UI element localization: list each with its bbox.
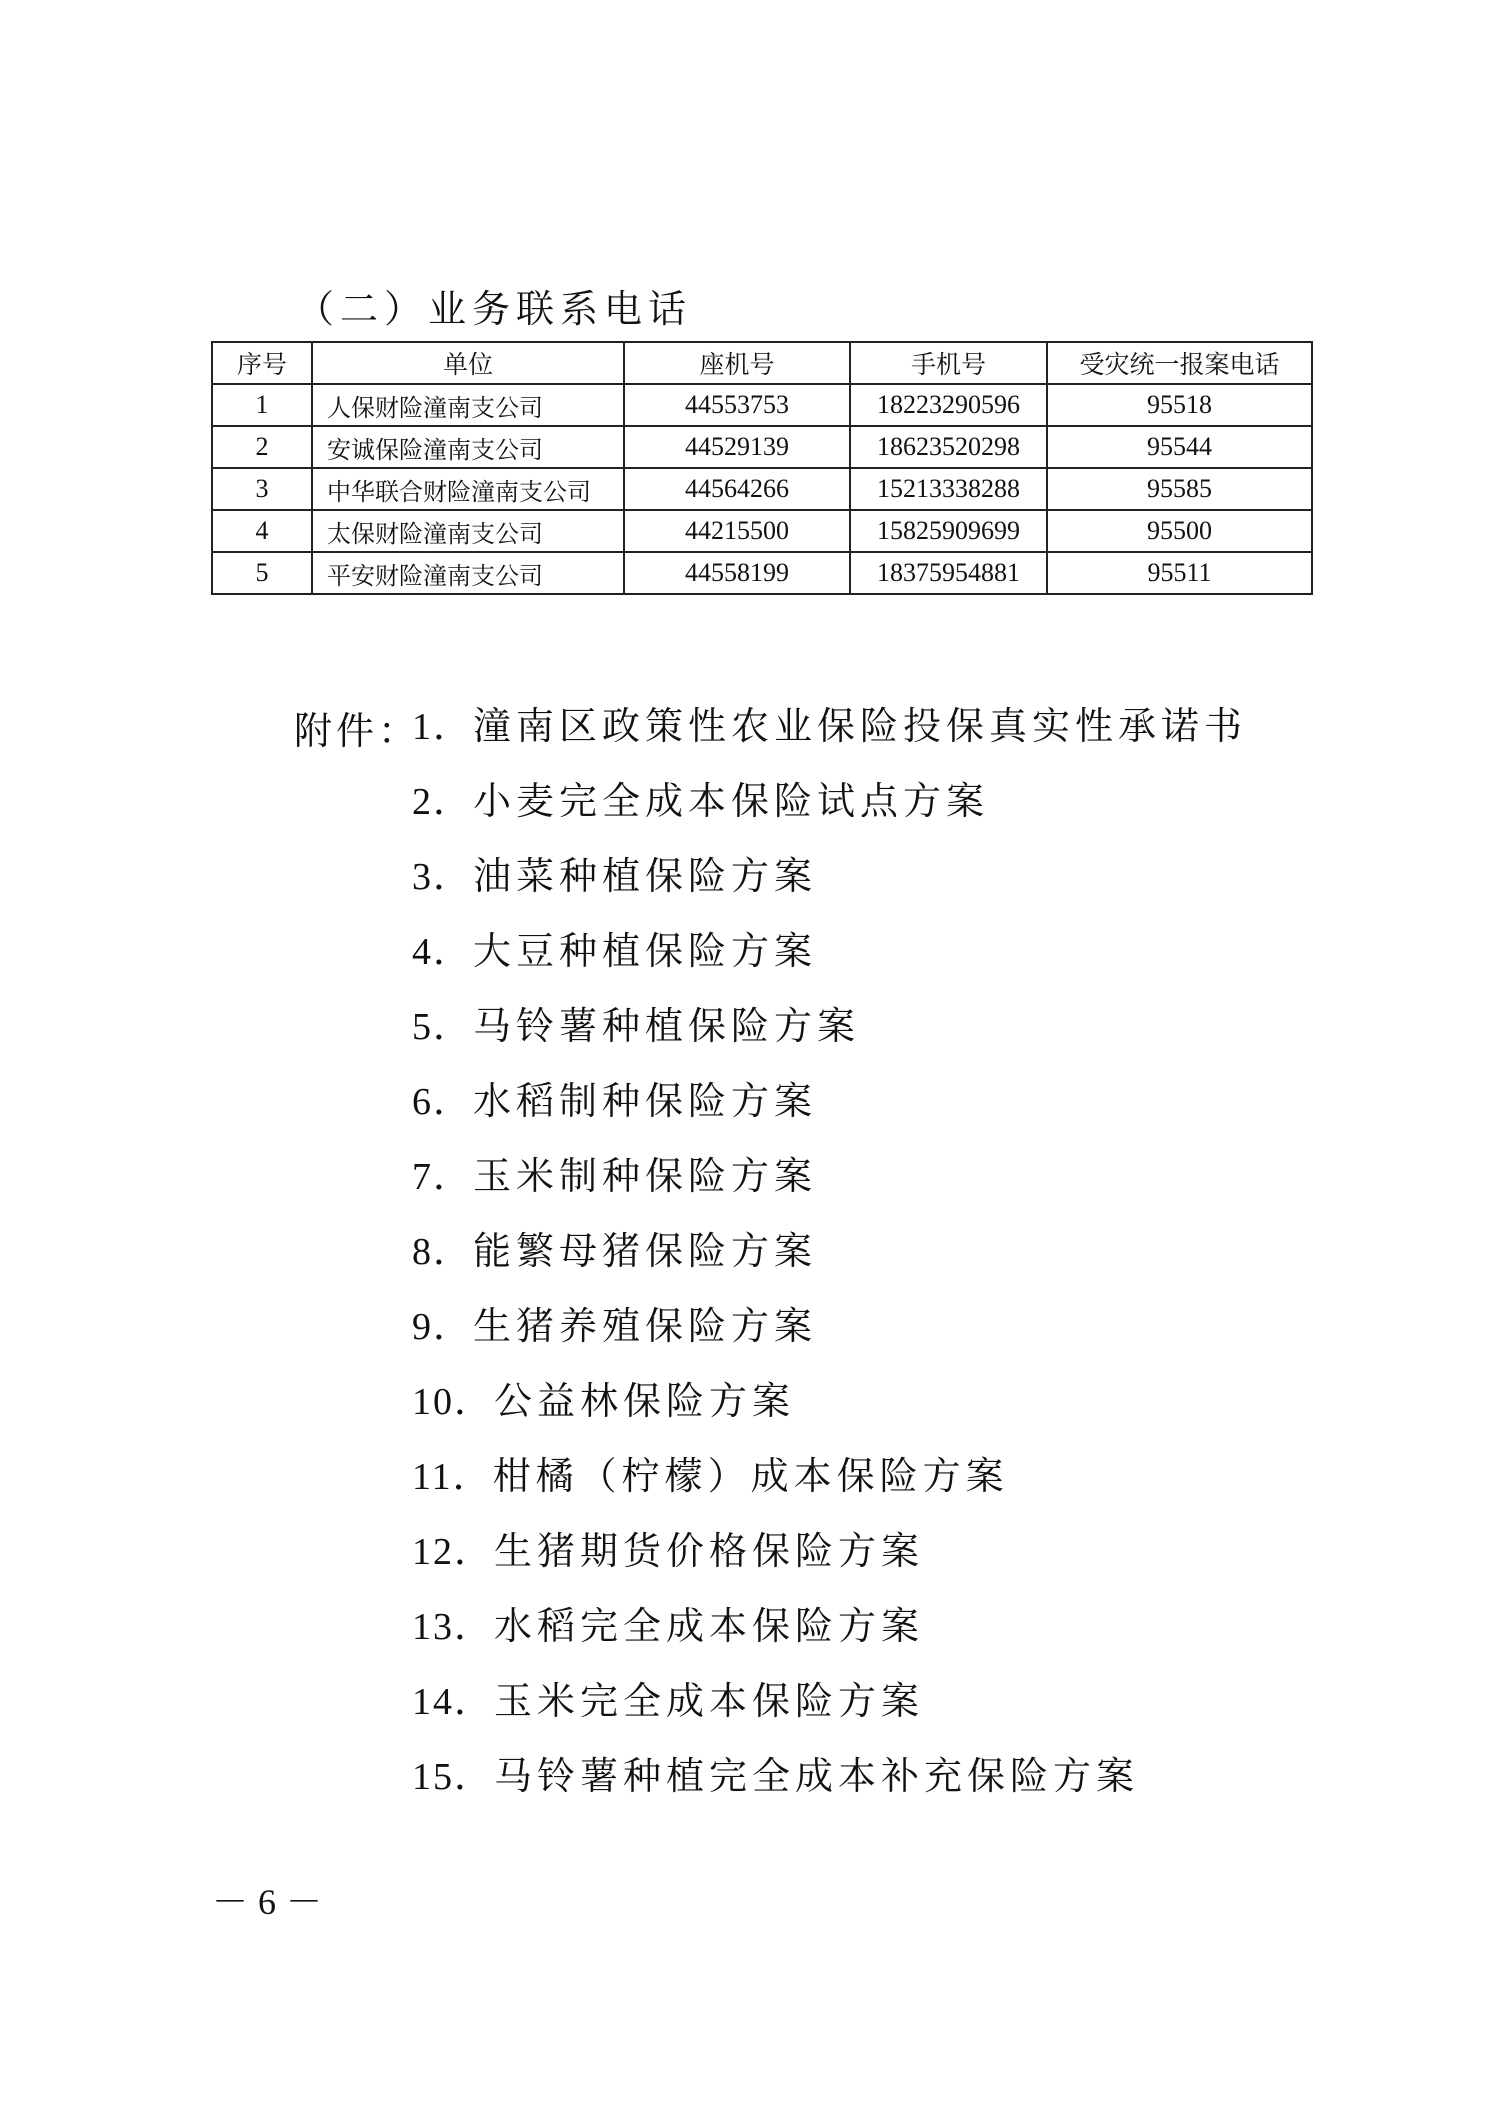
attachment-item (412, 1000, 1247, 1075)
cell-seq: 3 (212, 468, 312, 510)
attachment-item (412, 1075, 1247, 1150)
cell-seq: 2 (212, 426, 312, 468)
attachment-item (412, 1150, 1247, 1225)
attachment-title: 生猪养殖保险方案 (473, 1304, 818, 1348)
attachment-number: 8． (412, 1231, 474, 1273)
attachment-title: 水稻完全成本保险方案 (494, 1604, 925, 1648)
attachment-number: 5． (412, 1006, 474, 1048)
attachment-item (412, 775, 1247, 850)
cell-seq: 4 (212, 510, 312, 552)
table-row (212, 384, 1312, 426)
attachment-number: 6． (412, 1081, 474, 1123)
cell-mobile: 15213338288 (850, 468, 1047, 510)
attachment-item (412, 1675, 1247, 1750)
cell-landline: 44215500 (624, 510, 850, 552)
header-report-phone: 受灾统一报案电话 (1047, 342, 1312, 384)
attachment-number: 9． (412, 1306, 474, 1348)
attachment-item (412, 1750, 1247, 1825)
attachment-number: 1． (412, 706, 474, 748)
attachment-item (412, 850, 1247, 925)
attachment-title: 马铃薯种植完全成本补充保险方案 (494, 1754, 1140, 1798)
cell-mobile: 18223290596 (850, 384, 1047, 426)
page-number: －6－ (212, 1882, 333, 1922)
attachments-list (412, 700, 1247, 1825)
attachment-title: 小麦完全成本保险试点方案 (473, 779, 990, 823)
cell-report-phone: 95585 (1047, 468, 1312, 510)
attachment-title: 油菜种植保险方案 (473, 854, 818, 898)
attachment-title: 能繁母猪保险方案 (473, 1229, 818, 1273)
table-row (212, 510, 1312, 552)
cell-landline: 44553753 (624, 384, 850, 426)
section-title: （二）业务联系电话 (296, 287, 693, 331)
cell-mobile: 18375954881 (850, 552, 1047, 594)
attachment-number: 14． (412, 1681, 495, 1723)
attachment-item (412, 1225, 1247, 1300)
header-landline: 座机号 (624, 342, 850, 384)
attachment-title: 玉米制种保险方案 (473, 1154, 818, 1198)
contact-table (211, 341, 1313, 595)
attachments-label: 附件： (294, 709, 421, 753)
attachment-number: 15． (412, 1756, 495, 1798)
cell-seq: 1 (212, 384, 312, 426)
attachment-title: 马铃薯种植保险方案 (473, 1004, 861, 1048)
attachment-title: 柑橘（柠檬）成本保险方案 (492, 1454, 1009, 1498)
attachment-title: 大豆种植保险方案 (473, 929, 818, 973)
attachment-title: 水稻制种保险方案 (473, 1079, 818, 1123)
cell-landline: 44558199 (624, 552, 850, 594)
table-row (212, 468, 1312, 510)
attachment-item (412, 1450, 1247, 1525)
attachment-item (412, 1600, 1247, 1675)
cell-report-phone: 95500 (1047, 510, 1312, 552)
attachment-title: 潼南区政策性农业保险投保真实性承诺书 (473, 704, 1248, 748)
table-header-row (212, 342, 1312, 384)
cell-unit: 平安财险潼南支公司 (312, 552, 624, 594)
header-seq: 序号 (212, 342, 312, 384)
table-row (212, 552, 1312, 594)
cell-report-phone: 95544 (1047, 426, 1312, 468)
attachment-number: 4． (412, 931, 474, 973)
cell-landline: 44529139 (624, 426, 850, 468)
header-mobile: 手机号 (850, 342, 1047, 384)
cell-unit: 太保财险潼南支公司 (312, 510, 624, 552)
attachment-title: 公益林保险方案 (494, 1379, 796, 1423)
cell-seq: 5 (212, 552, 312, 594)
attachment-number: 11． (412, 1456, 493, 1498)
attachment-number: 13． (412, 1606, 495, 1648)
attachment-item (412, 1525, 1247, 1600)
cell-landline: 44564266 (624, 468, 850, 510)
table-row (212, 426, 1312, 468)
attachment-number: 7． (412, 1156, 474, 1198)
cell-unit: 安诚保险潼南支公司 (312, 426, 624, 468)
attachment-number: 10． (412, 1381, 495, 1423)
attachment-number: 2． (412, 781, 474, 823)
attachment-number: 3． (412, 856, 474, 898)
cell-unit: 中华联合财险潼南支公司 (312, 468, 624, 510)
cell-report-phone: 95518 (1047, 384, 1312, 426)
header-unit: 单位 (312, 342, 624, 384)
attachment-number: 12． (412, 1531, 495, 1573)
attachment-title: 玉米完全成本保险方案 (494, 1679, 925, 1723)
attachment-title: 生猪期货价格保险方案 (494, 1529, 925, 1573)
attachment-item (412, 700, 1247, 775)
attachment-item (412, 1375, 1247, 1450)
cell-mobile: 18623520298 (850, 426, 1047, 468)
cell-report-phone: 95511 (1047, 552, 1312, 594)
cell-mobile: 15825909699 (850, 510, 1047, 552)
cell-unit: 人保财险潼南支公司 (312, 384, 624, 426)
attachment-item (412, 925, 1247, 1000)
attachment-item (412, 1300, 1247, 1375)
